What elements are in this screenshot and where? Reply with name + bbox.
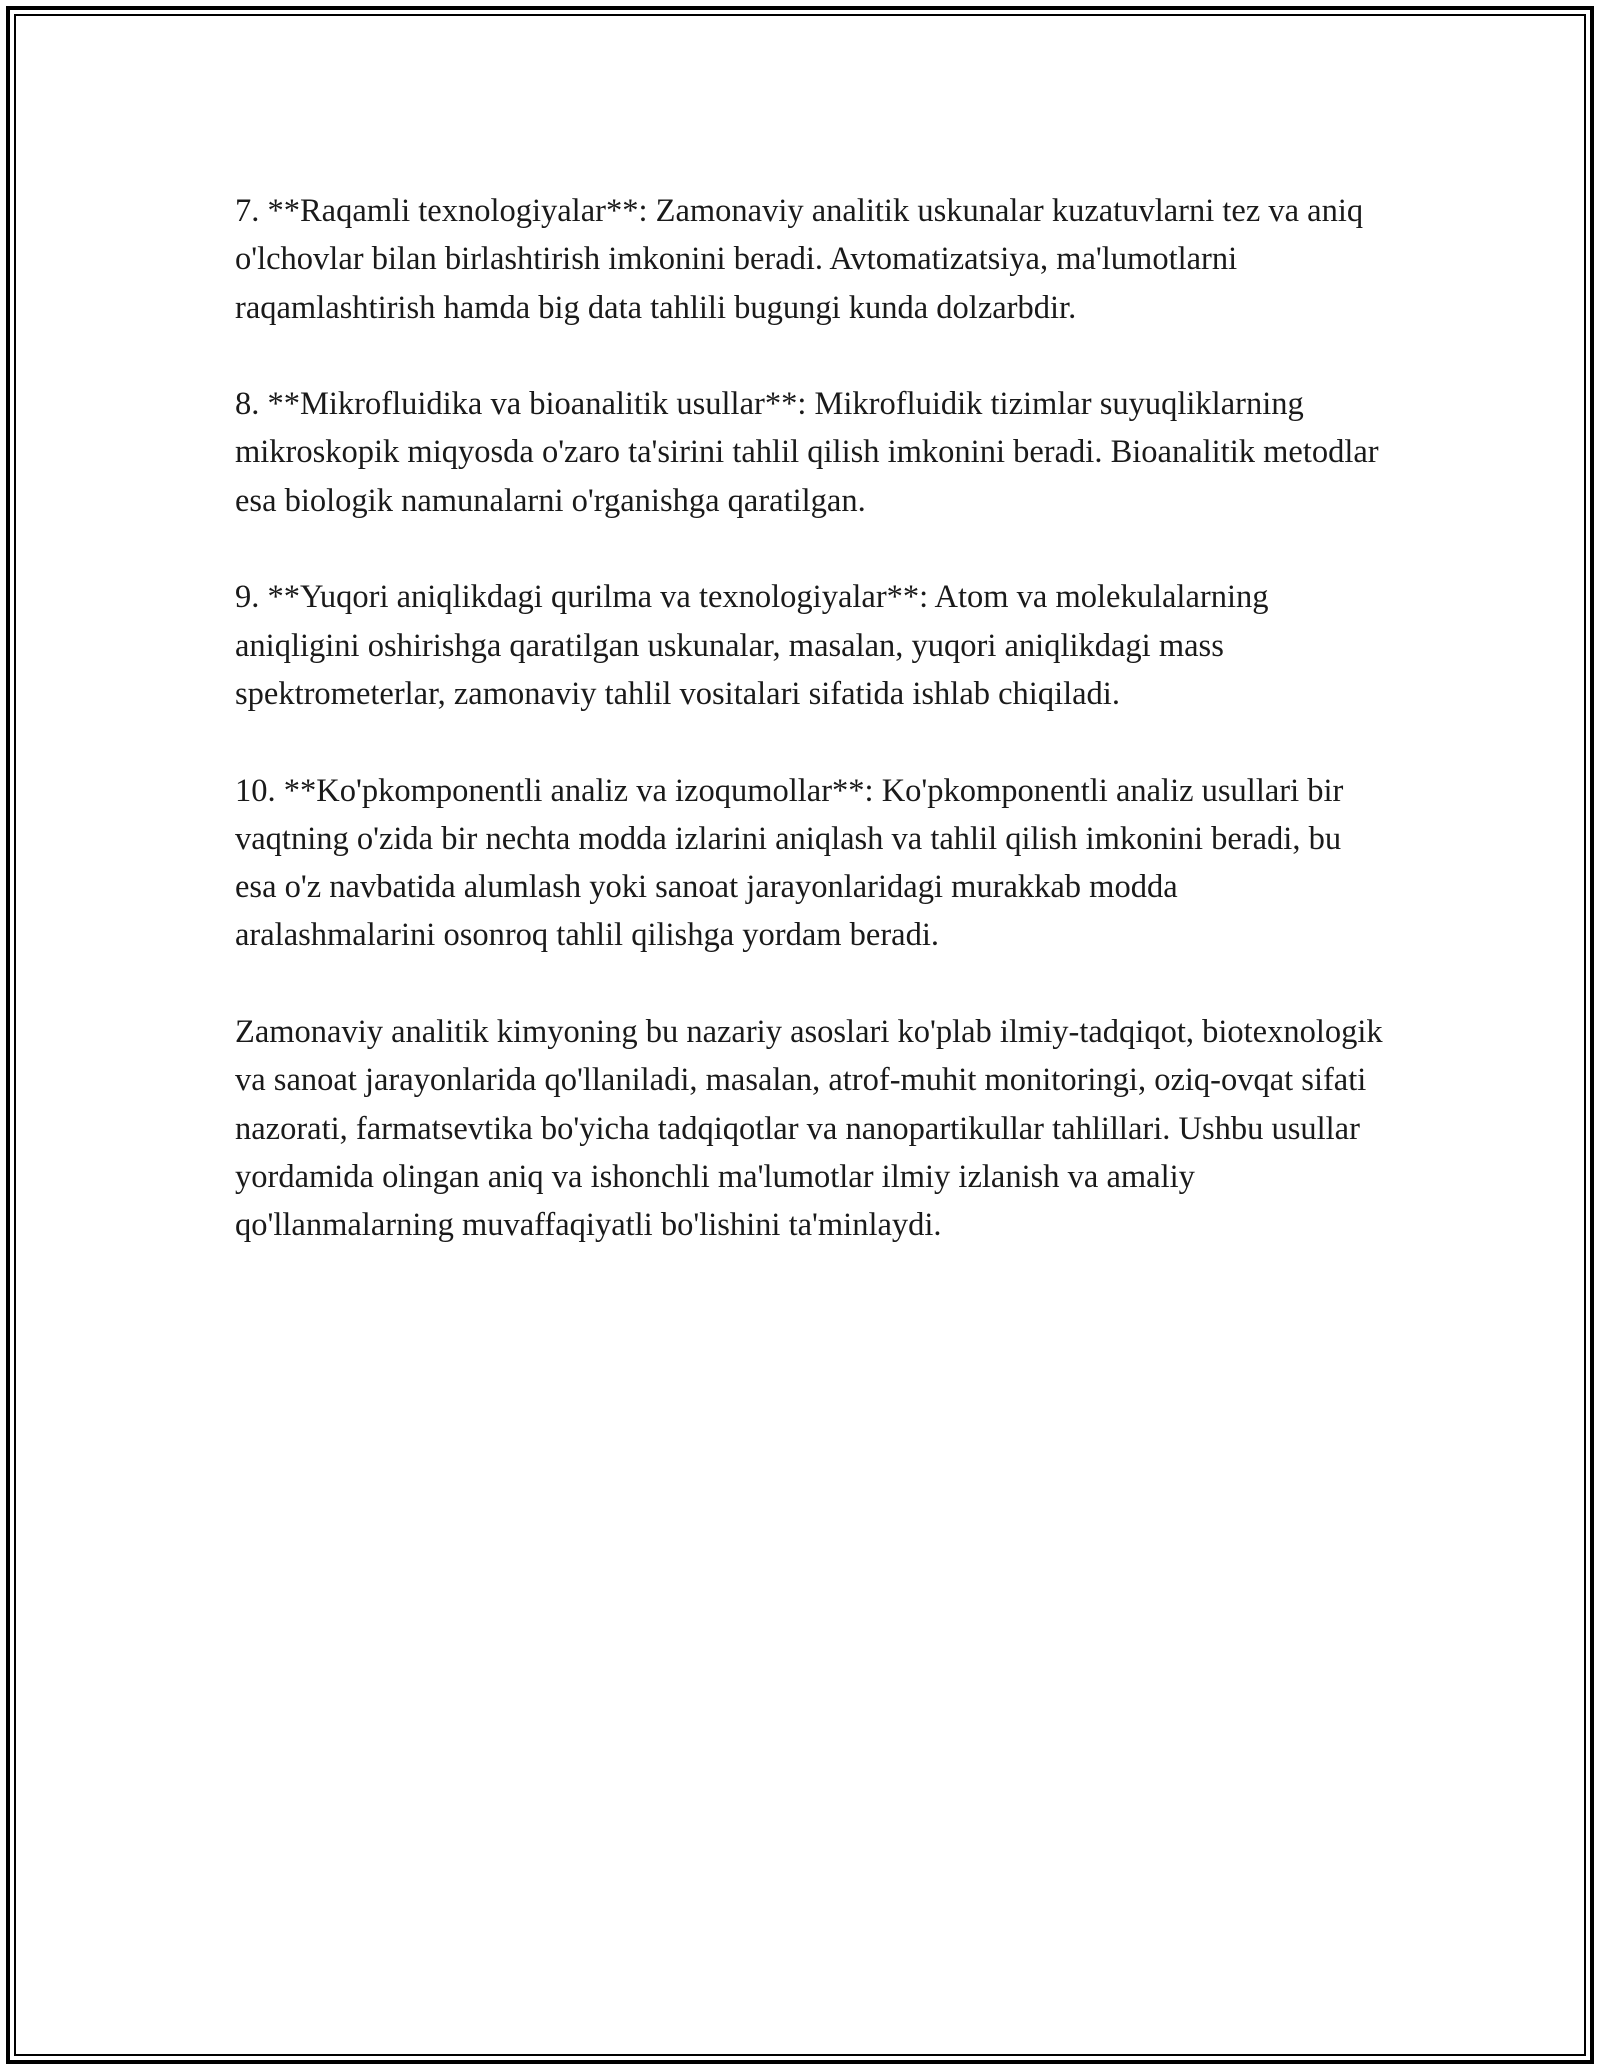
paragraph-digital-technologies: 7. **Raqamli texnologiyalar**: Zamonaviy analitik uskunalar kuzatuvlarni tez va aniq o'lchovlar bilan birlashtirish imkonini beradi. Avtomatizatsiya, ma'lumotlarni raqamlashtirish hamda big data tahlili bugungi kunda dolzarbdir. [235, 193, 1364, 326]
paragraph-multicomponent-analysis: 10. **Ko'pkomponentli analiz va izoqumollar**: Ko'pkomponentli analiz usullari bir vaqtning o'zida bir nechta modda izlarini aniqlash va tahlil qilish imkonini beradi, bu esa o'z navbatida alumlash yoki sanoat jarayonlaridagi murakkab modda aralashmalarini osonroq tahlil qilishga yordam beradi. [235, 772, 1344, 954]
paragraph-high-precision-devices: 9. **Yuqori aniqlikdagi qurilma va texnologiyalar**: Atom va molekulalarning aniqligini oshirishga qaratilgan uskunalar, masalan, yuqori aniqlikdagi mass spektrometerlar, zamonaviy tahlil vositalari sifatida ishlab chiqiladi. [235, 579, 1269, 712]
paragraph-microfluidics: 8. **Mikrofluidika va bioanalitik usullar**: Mikrofluidik tizimlar suyuqliklarning mikroskopik miqyosda o'zaro ta'sirini tahlil qilish imkonini beradi. Bioanalitik metodlar esa biologik namunalarni o'rganishga qaratilgan. [235, 386, 1379, 519]
paragraph-conclusion: Zamonaviy analitik kimyoning bu nazariy asoslari ko'plab ilmiy-tadqiqot, biotexnologik va sanoat jarayonlarida qo'llaniladi, masalan, atrof-muhit monitoringi, oziq-ovqat sifati nazorati, farmatsevtika bo'yicha tadqiqotlar va nanopartikullar tahlillari. Ushbu usullar yordamida olingan aniq va ishonchli ma'lumotlar ilmiy izlanish va amaliy qo'llanmalarning muvaffaqiyatli bo'lishini ta'minlaydi. [235, 1014, 1383, 1244]
document-body [235, 187, 1385, 1298]
